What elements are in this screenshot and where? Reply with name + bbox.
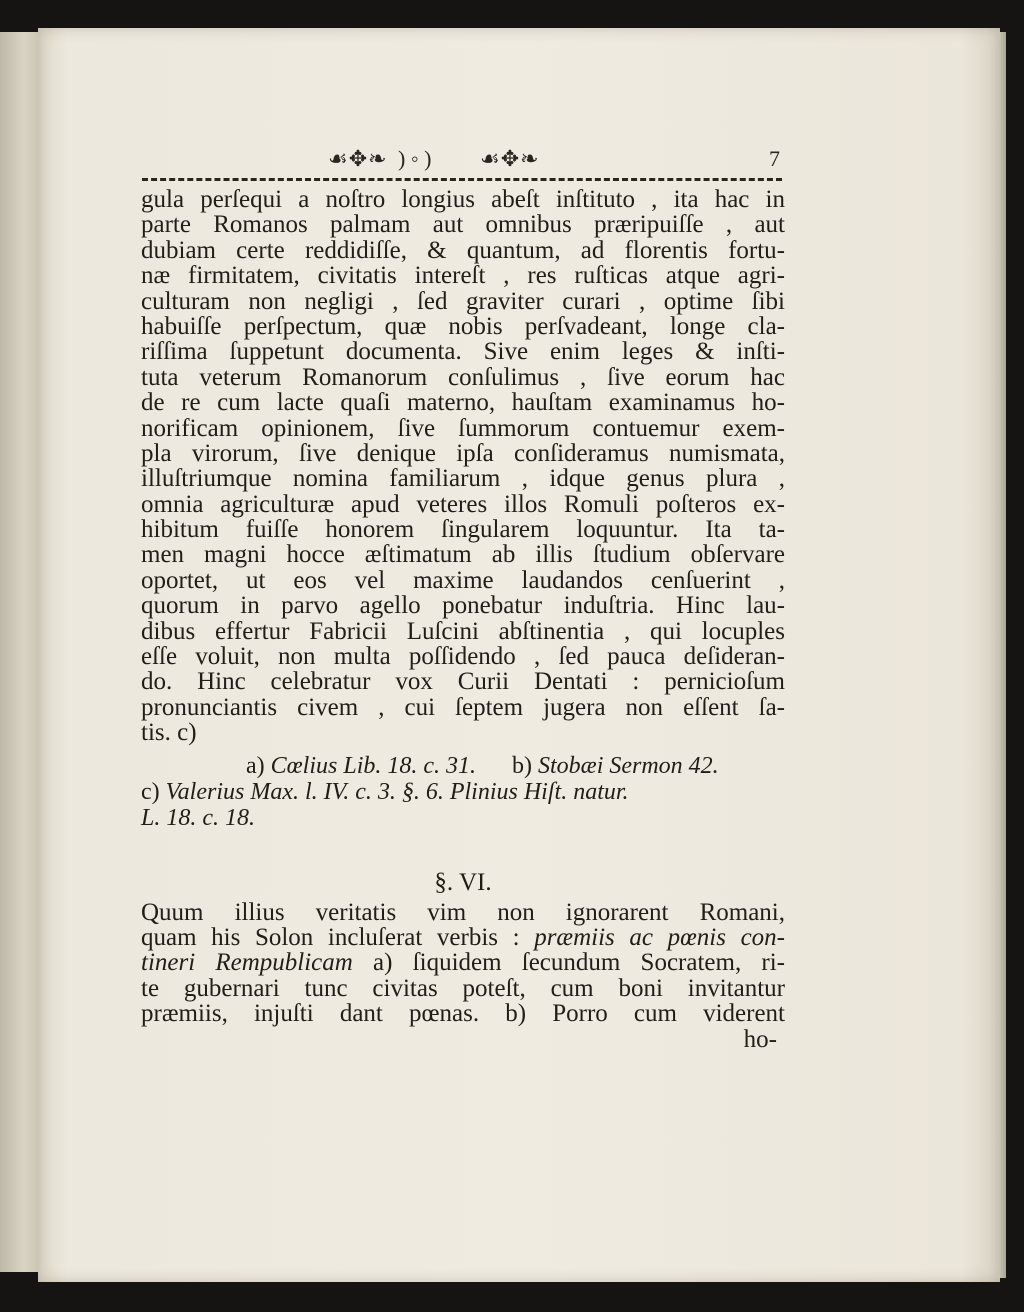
text-line: norificam opinionem, ſive ſummorum contuemur exem-	[141, 414, 785, 442]
text-line: tineri Rempublicam a) ſiquidem ſecundum Socratem, ri-	[141, 949, 785, 977]
ornament-left: ☙✥❧	[328, 146, 388, 171]
page-edge-right	[998, 32, 1006, 1278]
footnote-line: L. 18. c. 18.	[141, 804, 255, 831]
text-line: riſſima ſuppetunt documenta. Sive enim leges & inſti-	[141, 338, 785, 366]
text-line: tis. c)	[141, 719, 197, 747]
text-line: præmiis, injuſti dant pœnas. b) Porro cum viderent	[141, 1000, 785, 1028]
text-line: te gubernari tunc civitas poteſt, cum boni invitantur	[141, 974, 785, 1002]
header-ornament-middle: ) ◦ )	[398, 146, 432, 171]
text-line: illuſtriumque nomina familiarum , idque genus plura ,	[141, 465, 785, 493]
text-line: tuta veterum Romanorum conſulimus , ſive eorum hac	[141, 363, 785, 391]
text-line: de re cum lacte quaſi materno, hauſtam examinamus ho-	[141, 389, 785, 417]
text-line: parte Romanos palmam aut omnibus præripuiſſe , aut	[141, 211, 785, 239]
running-header	[142, 146, 782, 186]
text-line: omnia agriculturæ apud veteres illos Romuli poſteros ex-	[141, 490, 785, 518]
previous-page-edge	[0, 32, 40, 1272]
section-heading: §. VI.	[434, 868, 492, 896]
text-line: Quum illius veritatis vim non ignorarent Romani,	[141, 898, 785, 926]
catchword: ho-	[743, 1025, 777, 1053]
text-line: dubiam certe reddidiſſe, & quantum, ad florentis fortu-	[141, 236, 785, 264]
text-line: hibitum fuiſſe honorem ſingularem loquuntur. Ita ta-	[141, 516, 785, 544]
text-line: gula perſequi a noſtro longius abeſt inſtituto , ita hac in	[141, 186, 785, 213]
text-line: pla virorum, ſive denique ipſa conſideramus numismata,	[141, 439, 785, 467]
text-line: quorum in parvo agello ponebatur induſtria. Hinc lau-	[141, 592, 785, 620]
footnote-line: c) Valerius Max. l. IV. c. 3. §. 6. Plinius Hiſt. natur.	[141, 778, 629, 805]
footnote-line: a) Cœlius Lib. 18. c. 31. b) Stobæi Sermon 42.	[246, 752, 719, 779]
text-line: do. Hinc celebratur vox Curii Dentati : pernicioſum	[141, 668, 785, 696]
text-line: culturam non negligi , ſed graviter curari , optime ſibi	[141, 287, 785, 315]
text-line: oportet, ut eos vel maxime laudandos cenſuerint ,	[141, 566, 785, 594]
text-line: eſſe voluit, non multa poſſidendo , ſed pauca deſideran-	[141, 643, 785, 671]
text-line: habuiſſe perſpectum, quæ nobis perſvadeant, longe cla-	[141, 312, 785, 340]
text-line: men magni hocce æſtimatum ab illis ſtudium obſervare	[141, 541, 785, 569]
text-line: pronunciantis civem , cui ſeptem jugera non eſſent ſa-	[141, 693, 785, 721]
page-number: 7	[769, 146, 780, 171]
text-line: quam his Solon incluſerat verbis : præmiis ac pœnis con-	[141, 923, 785, 951]
ornament-right: ☙✥❧	[480, 146, 540, 171]
text-line: næ firmitatem, civitatis intereſt , res ruſticas atque agri-	[141, 262, 785, 290]
header-rule	[142, 178, 782, 181]
text-line: dibus effertur Fabricii Luſcini abſtinentia , qui locuples	[141, 617, 785, 645]
body-text	[141, 187, 785, 1053]
